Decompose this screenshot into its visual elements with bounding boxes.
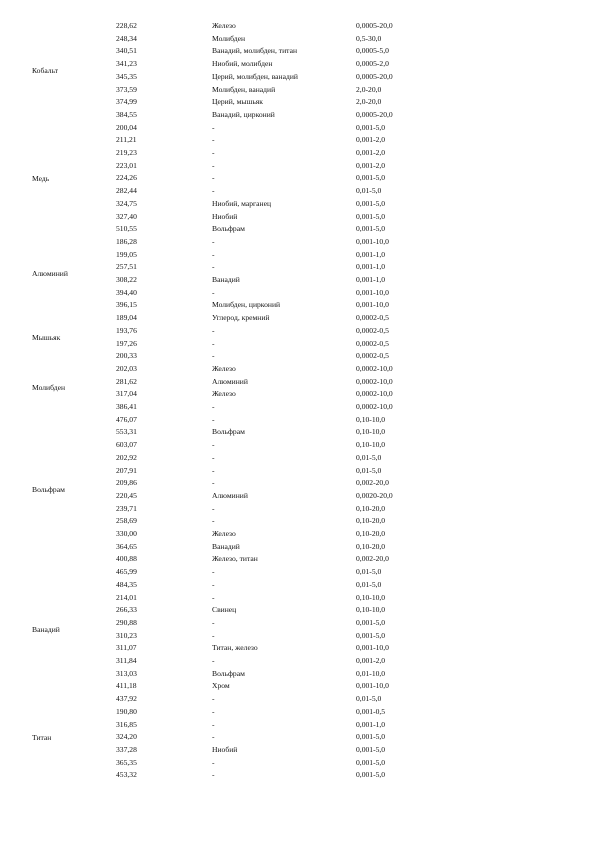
wavelength-cell: 220,45 [116,490,137,500]
range-cell: 0,001-10,0 [356,681,389,691]
range-cell: 0,001-2,0 [356,135,386,145]
interference-cell: Ванадий, цирконий [212,109,275,119]
wavelength-cell: 200,04 [116,122,137,132]
table-row [0,172,595,185]
interference-cell: Железо [212,529,236,538]
wavelength-cell: 484,35 [116,579,137,589]
table-row [0,617,595,630]
wavelength-cell: 199,05 [116,249,137,259]
interference-cell: - [212,262,215,272]
interference-cell: Железо, титан [212,554,258,564]
range-cell: 0,001-5,0 [356,757,386,767]
interference-cell: - [212,579,215,589]
table-row [0,33,595,46]
interference-cell: Ниобий, марганец [212,198,272,208]
range-cell: 0,0002-10,0 [356,402,393,411]
interference-cell: Вольфрам [212,224,245,234]
table-row [0,579,595,592]
table-row [0,744,595,757]
interference-cell: - [212,173,215,183]
table-row [0,122,595,135]
element-name: Алюминий [32,269,68,278]
range-cell: 0,10-10,0 [356,427,386,437]
interference-cell: - [212,236,215,246]
table-row [0,287,595,300]
range-cell: 0,10-20,0 [356,516,386,526]
interference-cell: - [212,351,215,361]
wavelength-cell: 190,80 [116,706,137,716]
element-name: Молибден [32,383,66,393]
range-cell: 0,001-5,0 [356,770,386,780]
range-cell: 0,001-2,0 [356,148,386,157]
wavelength-cell: 340,51 [116,46,137,56]
range-cell: 0,10-20,0 [356,541,386,551]
table-row [0,541,595,554]
table-row [0,439,595,452]
interference-cell: - [212,452,215,462]
wavelength-cell: 553,31 [116,427,137,437]
table-row [0,376,595,389]
wavelength-cell: 310,23 [116,630,137,640]
interference-cell: Железо [212,389,236,399]
range-cell: 0,01-5,0 [356,567,382,577]
table-row [0,668,595,681]
element-name: Титан [32,732,52,742]
table-row [0,452,595,465]
range-cell: 0,001-5,0 [356,224,386,234]
table-row [0,515,595,528]
wavelength-cell: 202,92 [116,452,137,462]
table-row [0,566,595,579]
element-name: Ванадий [32,624,60,634]
wavelength-cell: 228,62 [116,21,137,30]
table-row [0,388,595,401]
wavelength-cell: 282,44 [116,186,137,196]
table-row [0,769,595,782]
interference-cell: Алюминий [212,376,248,386]
range-cell: 0,001-5,0 [356,744,386,754]
wavelength-cell: 197,26 [116,338,137,348]
table-row [0,642,595,655]
interference-cell: - [212,122,215,132]
wavelength-cell: 189,04 [116,313,137,323]
range-cell: 0,10-20,0 [356,529,386,538]
interference-cell: - [212,160,215,170]
interference-cell: Ванадий [212,541,240,551]
table-row [0,58,595,71]
interference-cell: - [212,719,215,729]
range-cell: 0,001-10,0 [356,300,389,310]
table-row [0,274,595,287]
range-cell: 0,10-10,0 [356,414,386,424]
interference-cell: Хром [212,681,230,691]
interference-cell: Титан, железо [212,643,258,653]
range-cell: 0,001-5,0 [356,630,386,640]
table-row [0,45,595,58]
range-cell: 0,001-1,0 [356,262,386,272]
interference-cell: Молибден, ванадий [212,84,276,94]
interference-cell: Железо [212,21,236,30]
wavelength-cell: 324,20 [116,732,137,742]
interference-cell: - [212,706,215,716]
interference-cell: - [212,186,215,196]
table-row [0,604,595,617]
wavelength-cell: 223,01 [116,160,137,170]
wavelength-cell: 476,07 [116,414,137,424]
range-cell: 0,01-5,0 [356,579,382,589]
table-row [0,706,595,719]
range-cell: 0,001-5,0 [356,211,386,221]
interference-cell: - [212,287,215,297]
element-name: Вольфрам [32,484,65,494]
range-cell: 0,0002-10,0 [356,376,393,386]
table-row [0,134,595,147]
table-row [0,503,595,516]
range-cell: 0,0005-20,0 [356,21,393,30]
table-row [0,350,595,363]
wavelength-cell: 394,40 [116,287,137,297]
interference-cell: - [212,338,215,348]
range-cell: 2,0-20,0 [356,84,382,94]
range-cell: 0,0002-10,0 [356,363,393,373]
table-row [0,528,595,541]
interference-cell: - [212,135,215,145]
range-cell: 0,001-10,0 [356,287,389,297]
wavelength-cell: 324,75 [116,198,137,208]
wavelength-cell: 281,62 [116,376,137,386]
interference-cell: - [212,148,215,157]
wavelength-cell: 209,86 [116,478,137,488]
wavelength-cell: 214,01 [116,592,137,602]
interference-cell: - [212,770,215,780]
interference-cell: - [212,617,215,627]
interference-cell: - [212,503,215,513]
wavelength-cell: 386,41 [116,402,137,411]
table-row [0,592,595,605]
wavelength-cell: 266,33 [116,605,137,615]
wavelength-cell: 411,18 [116,681,137,691]
interference-cell: - [212,440,215,450]
table-row [0,465,595,478]
table-row [0,20,595,33]
range-cell: 0,001-5,0 [356,198,386,208]
wavelength-cell: 337,28 [116,744,137,754]
interference-cell: - [212,414,215,424]
table-row [0,223,595,236]
table-row [0,477,595,490]
interference-cell: - [212,732,215,742]
table-row [0,757,595,770]
wavelength-cell: 510,55 [116,224,137,234]
wavelength-cell: 327,40 [116,211,137,221]
interference-cell: Углерод, кремний [212,313,270,323]
table-row [0,261,595,274]
table-row [0,71,595,84]
wavelength-cell: 603,07 [116,440,137,450]
interference-cell: Молибден, цирконий [212,300,281,310]
wavelength-cell: 186,28 [116,236,137,246]
range-cell: 0,001-1,0 [356,275,386,284]
interference-cell: Вольфрам [212,668,245,678]
range-cell: 0,10-10,0 [356,605,386,615]
interference-cell: Ванадий, молибден, титан [212,46,298,56]
range-cell: 0,0005-2,0 [356,59,389,69]
range-cell: 0,01-5,0 [356,452,382,462]
range-cell: 0,10-10,0 [356,440,386,450]
wavelength-cell: 373,59 [116,84,137,94]
wavelength-cell: 313,03 [116,668,137,678]
range-cell: 0,0002-0,5 [356,325,389,335]
interference-cell: - [212,325,215,335]
element-name: Мышьяк [32,332,61,342]
wavelength-cell: 374,99 [116,97,137,107]
wavelength-cell: 200,33 [116,351,137,361]
table-row [0,299,595,312]
wavelength-cell: 400,88 [116,554,137,564]
table-row [0,693,595,706]
table-row [0,426,595,439]
interference-cell: - [212,656,215,665]
wavelength-cell: 311,84 [116,656,137,665]
wavelength-cell: 437,92 [116,694,137,704]
range-cell: 0,01-10,0 [356,668,386,678]
range-cell: 0,001-2,0 [356,160,386,170]
wavelength-cell: 317,04 [116,389,137,399]
wavelength-cell: 193,76 [116,325,137,335]
interference-cell: - [212,567,215,577]
element-name: Медь [32,173,50,183]
range-cell: 0,01-5,0 [356,186,382,196]
table-row [0,236,595,249]
table-row [0,553,595,566]
interference-cell: - [212,630,215,640]
range-cell: 0,0020-20,0 [356,490,393,500]
table-row [0,249,595,262]
wavelength-cell: 239,71 [116,503,137,513]
range-cell: 0,001-0,5 [356,706,386,716]
range-cell: 0,5-30,0 [356,33,382,43]
wavelength-cell: 384,55 [116,109,137,119]
range-cell: 0,0005-20,0 [356,71,393,81]
interference-cell: - [212,478,215,488]
wavelength-cell: 257,51 [116,262,137,272]
table-row [0,312,595,325]
wavelength-cell: 219,23 [116,148,137,157]
range-cell: 0,0005-20,0 [356,109,393,119]
element-name: Кобальт [32,65,59,75]
table-row [0,414,595,427]
range-cell: 0,002-20,0 [356,554,389,564]
wavelength-cell: 365,35 [116,757,137,767]
wavelength-cell: 345,35 [116,71,137,81]
range-cell: 0,001-1,0 [356,719,386,729]
range-cell: 0,001-5,0 [356,617,386,627]
range-cell: 0,10-20,0 [356,503,386,513]
interference-cell: Железо [212,363,236,373]
wavelength-cell: 453,32 [116,770,137,780]
interference-cell: Молибден [212,33,246,43]
table-row [0,109,595,122]
interference-cell: Вольфрам [212,427,245,437]
table-row [0,84,595,97]
range-cell: 0,0002-0,5 [356,313,389,323]
wavelength-cell: 311,07 [116,643,137,653]
range-cell: 0,0002-0,5 [356,351,389,361]
interference-cell: Церий, мышьяк [212,97,263,107]
table-row [0,325,595,338]
table-row [0,401,595,414]
wavelength-cell: 396,15 [116,300,137,310]
wavelength-cell: 224,26 [116,173,137,183]
table-row [0,185,595,198]
table-row [0,490,595,503]
table-row [0,363,595,376]
range-cell: 0,01-5,0 [356,694,382,704]
table-row [0,719,595,732]
wavelength-cell: 308,22 [116,275,137,284]
interference-cell: - [212,402,215,411]
wavelength-cell: 316,85 [116,719,137,729]
wavelength-cell: 341,23 [116,59,137,69]
wavelength-cell: 248,34 [116,33,137,43]
range-cell: 0,001-5,0 [356,732,386,742]
table-row [0,147,595,160]
range-cell: 0,001-10,0 [356,643,389,653]
range-cell: 0,10-10,0 [356,592,386,602]
range-cell: 0,01-5,0 [356,465,382,475]
interference-cell: Алюминий [212,490,248,500]
interference-cell: Ниобий [212,211,238,221]
interference-cell: - [212,465,215,475]
table-row [0,680,595,693]
interference-cell: Церий, молибден, ванадий [212,71,298,81]
range-cell: 0,001-10,0 [356,236,389,246]
range-cell: 2,0-20,0 [356,97,382,107]
interference-cell: - [212,249,215,259]
wavelength-cell: 465,99 [116,567,137,577]
range-cell: 0,001-5,0 [356,173,386,183]
wavelength-cell: 211,21 [116,135,137,145]
table-row [0,655,595,668]
interference-cell: Свинец [212,605,237,615]
table-row [0,160,595,173]
interference-cell: - [212,757,215,767]
wavelength-cell: 330,00 [116,529,137,538]
interference-cell: - [212,592,215,602]
table-row [0,198,595,211]
wavelength-cell: 364,65 [116,541,137,551]
wavelength-cell: 258,69 [116,516,137,526]
interference-cell: Ниобий [212,744,238,754]
table-row [0,630,595,643]
wavelength-cell: 290,88 [116,617,137,627]
range-cell: 0,0005-5,0 [356,46,389,56]
table-row [0,211,595,224]
range-cell: 0,0002-10,0 [356,389,393,399]
wavelength-cell: 207,91 [116,465,137,475]
interference-cell: - [212,694,215,704]
range-cell: 0,001-5,0 [356,122,386,132]
range-cell: 0,001-1,0 [356,249,386,259]
range-cell: 0,0002-0,5 [356,338,389,348]
range-cell: 0,001-2,0 [356,656,386,665]
interference-cell: - [212,516,215,526]
wavelength-cell: 202,03 [116,363,137,373]
table-row [0,338,595,351]
table-row [0,731,595,744]
interference-cell: Ниобий, молибден [212,59,273,69]
interference-cell: Ванадий [212,275,240,284]
range-cell: 0,002-20,0 [356,478,389,488]
table-row [0,96,595,109]
